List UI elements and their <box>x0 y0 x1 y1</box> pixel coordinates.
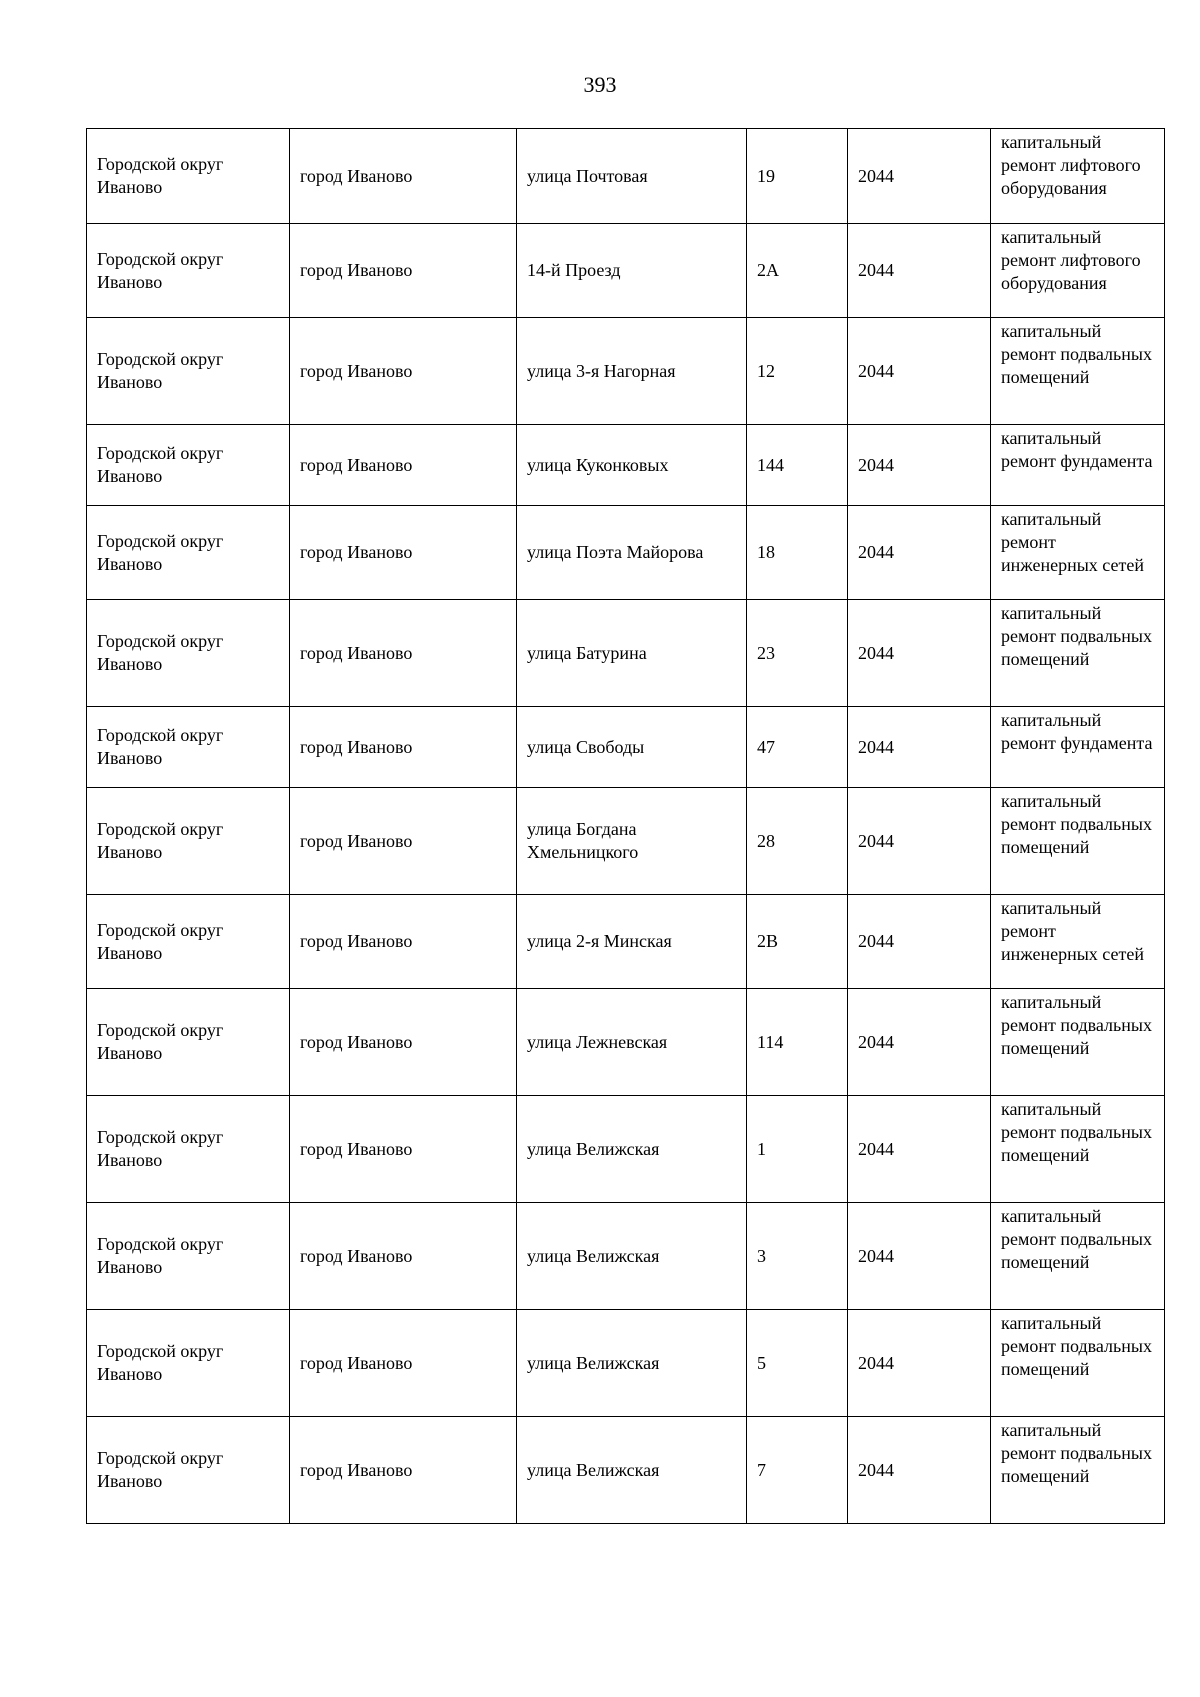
house-number-cell: 2А <box>747 224 848 318</box>
work-type-cell: капитальный ремонт инженерных сетей <box>991 506 1165 600</box>
district-cell: Городской округ Иваново <box>87 788 290 895</box>
page-number: 393 <box>583 72 617 97</box>
table-row <box>87 895 1165 989</box>
year-cell: 2044 <box>848 425 991 506</box>
repair-registry-table <box>86 128 1165 1524</box>
table-row <box>87 1310 1165 1417</box>
house-number-cell: 1 <box>747 1096 848 1203</box>
year-cell: 2044 <box>848 224 991 318</box>
work-type-cell: капитальный ремонт фундамента <box>991 707 1165 788</box>
year-cell: 2044 <box>848 1417 991 1524</box>
year-cell: 2044 <box>848 600 991 707</box>
locality-cell: город Иваново <box>290 506 517 600</box>
street-cell: улица Поэта Майорова <box>517 506 747 600</box>
house-number-cell: 114 <box>747 989 848 1096</box>
street-cell: улица Лежневская <box>517 989 747 1096</box>
work-type-cell: капитальный ремонт подвальных помещений <box>991 600 1165 707</box>
district-cell: Городской округ Иваново <box>87 425 290 506</box>
locality-cell: город Иваново <box>290 1310 517 1417</box>
table-row <box>87 318 1165 425</box>
locality-cell: город Иваново <box>290 1203 517 1310</box>
street-cell: улица Свободы <box>517 707 747 788</box>
table-row <box>87 506 1165 600</box>
house-number-cell: 7 <box>747 1417 848 1524</box>
street-cell: 14-й Проезд <box>517 224 747 318</box>
house-number-cell: 19 <box>747 129 848 224</box>
table-row <box>87 1417 1165 1524</box>
street-cell: улица Батурина <box>517 600 747 707</box>
street-cell: улица 3-я Нагорная <box>517 318 747 425</box>
table-row <box>87 788 1165 895</box>
street-cell: улица 2-я Минская <box>517 895 747 989</box>
year-cell: 2044 <box>848 895 991 989</box>
house-number-cell: 23 <box>747 600 848 707</box>
locality-cell: город Иваново <box>290 707 517 788</box>
street-cell: улица Почтовая <box>517 129 747 224</box>
year-cell: 2044 <box>848 318 991 425</box>
year-cell: 2044 <box>848 1310 991 1417</box>
house-number-cell: 18 <box>747 506 848 600</box>
table-row <box>87 425 1165 506</box>
locality-cell: город Иваново <box>290 1096 517 1203</box>
street-cell: улица Богдана Хмельницкого <box>517 788 747 895</box>
table-row <box>87 129 1165 224</box>
year-cell: 2044 <box>848 1096 991 1203</box>
street-cell: улица Велижская <box>517 1203 747 1310</box>
district-cell: Городской округ Иваново <box>87 506 290 600</box>
work-type-cell: капитальный ремонт лифтового оборудования <box>991 224 1165 318</box>
street-cell: улица Велижская <box>517 1417 747 1524</box>
year-cell: 2044 <box>848 506 991 600</box>
street-cell: улица Велижская <box>517 1096 747 1203</box>
locality-cell: город Иваново <box>290 224 517 318</box>
work-type-cell: капитальный ремонт инженерных сетей <box>991 895 1165 989</box>
locality-cell: город Иваново <box>290 129 517 224</box>
district-cell: Городской округ Иваново <box>87 224 290 318</box>
house-number-cell: 3 <box>747 1203 848 1310</box>
locality-cell: город Иваново <box>290 895 517 989</box>
table-row <box>87 224 1165 318</box>
work-type-cell: капитальный ремонт подвальных помещений <box>991 788 1165 895</box>
house-number-cell: 2В <box>747 895 848 989</box>
work-type-cell: капитальный ремонт подвальных помещений <box>991 318 1165 425</box>
house-number-cell: 5 <box>747 1310 848 1417</box>
year-cell: 2044 <box>848 788 991 895</box>
house-number-cell: 47 <box>747 707 848 788</box>
district-cell: Городской округ Иваново <box>87 129 290 224</box>
district-cell: Городской округ Иваново <box>87 1417 290 1524</box>
district-cell: Городской округ Иваново <box>87 1203 290 1310</box>
locality-cell: город Иваново <box>290 600 517 707</box>
house-number-cell: 28 <box>747 788 848 895</box>
locality-cell: город Иваново <box>290 425 517 506</box>
year-cell: 2044 <box>848 129 991 224</box>
street-cell: улица Велижская <box>517 1310 747 1417</box>
work-type-cell: капитальный ремонт подвальных помещений <box>991 1203 1165 1310</box>
district-cell: Городской округ Иваново <box>87 1310 290 1417</box>
work-type-cell: капитальный ремонт подвальных помещений <box>991 1310 1165 1417</box>
year-cell: 2044 <box>848 707 991 788</box>
table-row <box>87 1096 1165 1203</box>
street-cell: улица Куконковых <box>517 425 747 506</box>
district-cell: Городской округ Иваново <box>87 707 290 788</box>
work-type-cell: капитальный ремонт подвальных помещений <box>991 989 1165 1096</box>
table-row <box>87 989 1165 1096</box>
year-cell: 2044 <box>848 989 991 1096</box>
district-cell: Городской округ Иваново <box>87 895 290 989</box>
locality-cell: город Иваново <box>290 318 517 425</box>
district-cell: Городской округ Иваново <box>87 600 290 707</box>
district-cell: Городской округ Иваново <box>87 1096 290 1203</box>
locality-cell: город Иваново <box>290 788 517 895</box>
house-number-cell: 144 <box>747 425 848 506</box>
district-cell: Городской округ Иваново <box>87 318 290 425</box>
work-type-cell: капитальный ремонт лифтового оборудования <box>991 129 1165 224</box>
year-cell: 2044 <box>848 1203 991 1310</box>
work-type-cell: капитальный ремонт подвальных помещений <box>991 1096 1165 1203</box>
district-cell: Городской округ Иваново <box>87 989 290 1096</box>
work-type-cell: капитальный ремонт фундамента <box>991 425 1165 506</box>
locality-cell: город Иваново <box>290 1417 517 1524</box>
table-row <box>87 707 1165 788</box>
table-row <box>87 600 1165 707</box>
table-row <box>87 1203 1165 1310</box>
work-type-cell: капитальный ремонт подвальных помещений <box>991 1417 1165 1524</box>
house-number-cell: 12 <box>747 318 848 425</box>
locality-cell: город Иваново <box>290 989 517 1096</box>
